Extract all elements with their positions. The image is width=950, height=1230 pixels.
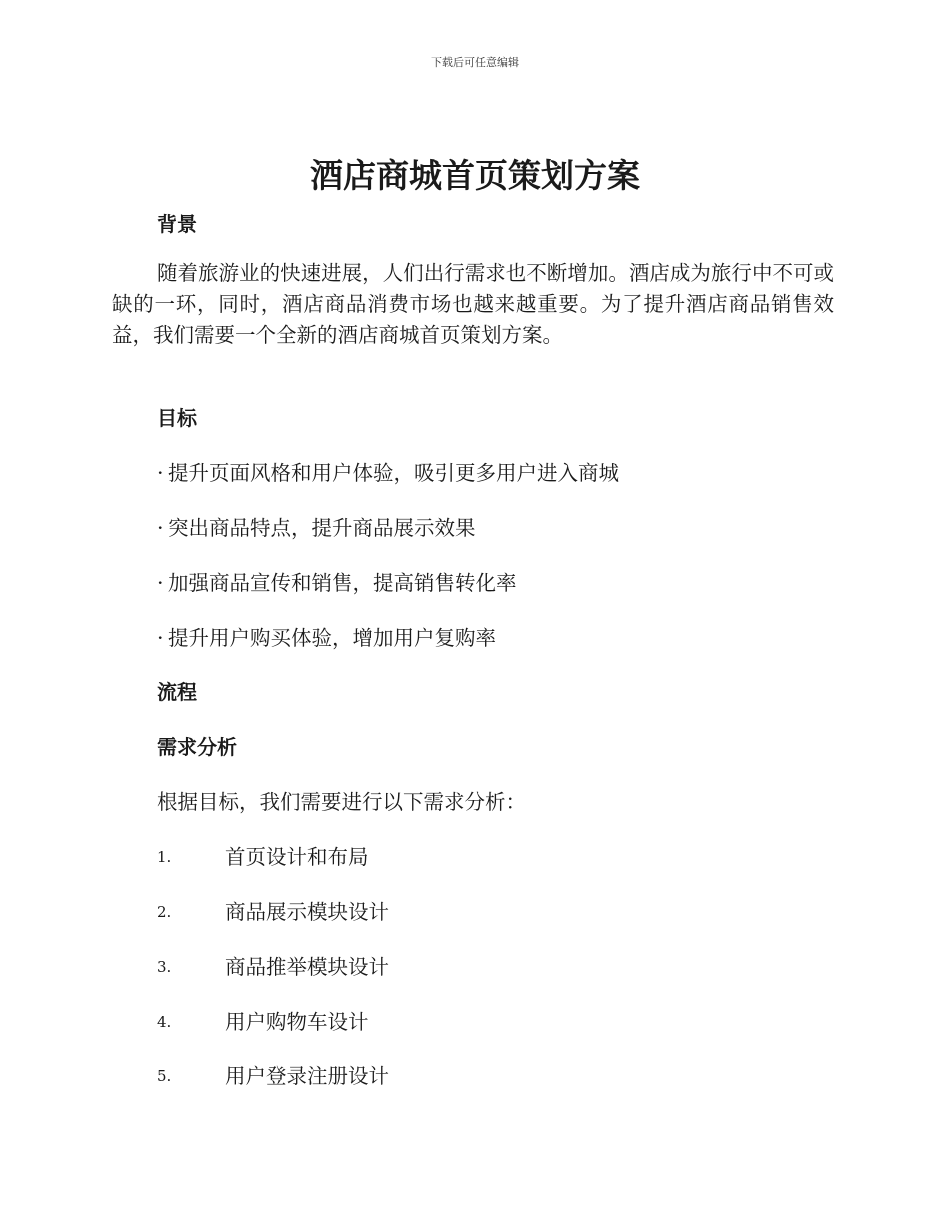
heading-background: 背景 [157, 212, 197, 236]
bullet-marker: · [157, 571, 164, 595]
requirement-item [157, 950, 389, 980]
requirement-item [157, 840, 369, 870]
heading-process: 流程 [157, 680, 197, 704]
item-text: 商品展示模块设计 [225, 900, 389, 924]
heading-goals: 目标 [157, 406, 197, 430]
item-number: 4. [157, 1013, 172, 1031]
item-number: 5. [157, 1067, 172, 1085]
item-text: 商品推举模块设计 [225, 955, 389, 979]
requirement-item [157, 1059, 389, 1089]
goal-item-text: 提升页面风格和用户体验，吸引更多用户进入商城 [168, 461, 619, 485]
goal-item-text: 提升用户购买体验，增加用户复购率 [168, 626, 496, 650]
header-note: 下载后可任意编辑 [431, 56, 519, 69]
item-number: 2. [157, 903, 172, 921]
item-text: 首页设计和布局 [225, 845, 369, 869]
document-title: 酒店商城首页策划方案 [310, 156, 640, 195]
item-text: 用户登录注册设计 [225, 1064, 389, 1088]
requirements-intro: 根据目标，我们需要进行以下需求分析： [157, 790, 526, 814]
item-number: 3. [157, 958, 172, 976]
bullet-marker: · [157, 626, 164, 650]
goal-item [157, 511, 476, 541]
requirement-item [157, 1005, 369, 1035]
goal-item-text: 突出商品特点，提升商品展示效果 [168, 516, 476, 540]
item-text: 用户购物车设计 [225, 1010, 369, 1034]
goal-item-text: 加强商品宣传和销售，提高销售转化率 [168, 571, 517, 595]
goal-item [157, 456, 619, 486]
requirement-item [157, 895, 389, 925]
goal-item [157, 566, 517, 596]
subheading-requirements: 需求分析 [157, 735, 237, 759]
item-number: 1. [157, 848, 172, 866]
bullet-marker: · [157, 461, 164, 485]
background-paragraph: 随着旅游业的快速进展，人们出行需求也不断增加。酒店成为旅行中不可或缺的一环，同时，酒店商品消费市场也越来越重要。为了提升酒店商品销售效益，我们需要一个全新的酒店商城首页策划方案。 [112, 261, 834, 347]
goal-item [157, 621, 496, 651]
bullet-marker: · [157, 516, 164, 540]
